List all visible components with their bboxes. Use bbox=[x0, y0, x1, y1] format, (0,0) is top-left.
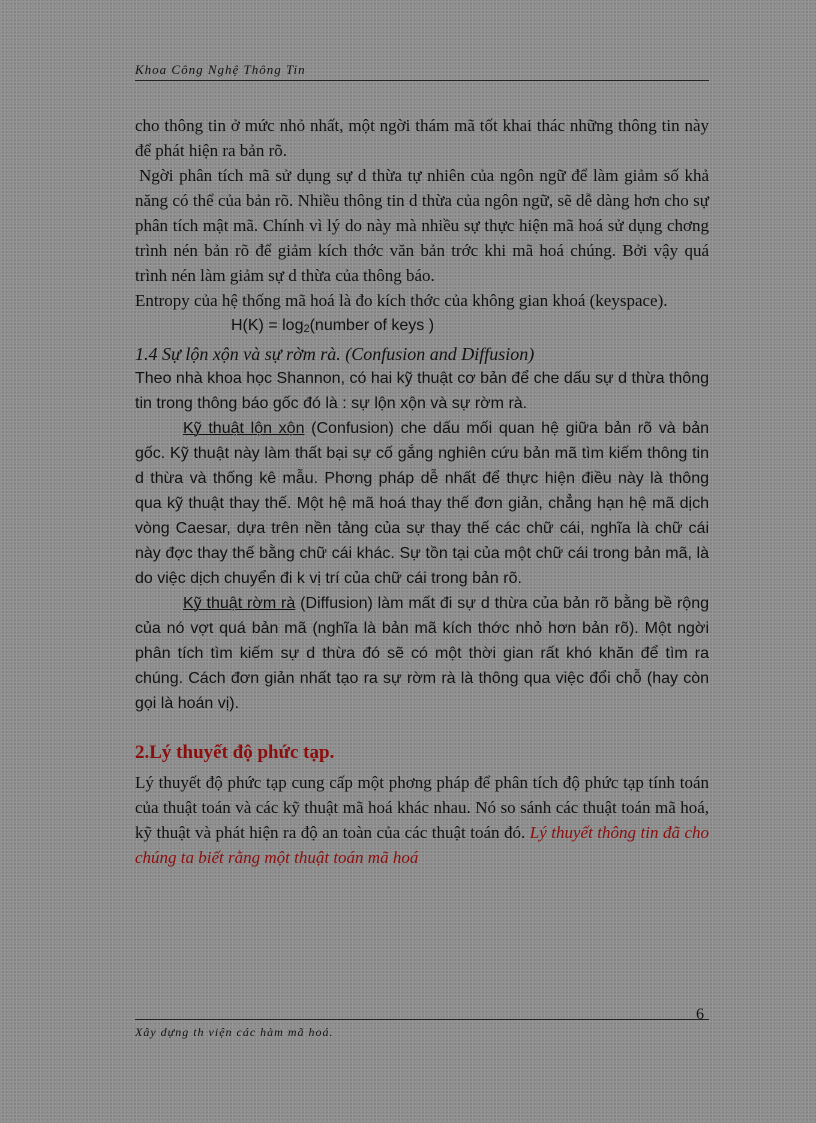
formula-subscript: 2 bbox=[303, 323, 310, 335]
paragraph-6 bbox=[135, 591, 709, 716]
paragraph-2: Ngời phân tích mã sử dụng sự d thừa tự nhiên của ngôn ngữ để làm giảm số khả năng có thể của bản rõ. Nhiều thông tin d thừa của ngôn ngữ, sẽ dễ dàng hơn cho sự phân tích mật mã. Chính vì lý do này mà nhiều sự thực hiện mã hoá sử dụng chơng trình nén bản rõ để giảm kích thớc văn bản trớc khi mã hoá chúng. Bởi vậy quá trình nén làm giảm sự d thừa của thông báo. bbox=[135, 166, 709, 285]
formula-right: (number of keys ) bbox=[309, 317, 435, 334]
document-body bbox=[135, 113, 709, 870]
paragraph-5 bbox=[135, 416, 709, 591]
page-number: 6 bbox=[696, 1006, 704, 1023]
section-title: 2.Lý thuyết độ phức tạp. bbox=[135, 742, 335, 763]
header-divider bbox=[135, 80, 709, 81]
paragraph-5-text: (Confusion) che dấu mối quan hệ giữa bản rõ và bản gốc. Kỹ thuật này làm thất bại sự cố gắng nghiên cứu bản mã tìm kiếm thông tin d thừa và thống kê mẫu. Phơng pháp dễ nhất để thực hiện điều này là thông qua kỹ thuật thay thế. Một hệ mã hoá thay thế đơn giản, chẳng hạn hệ mã dịch vòng Caesar, dựa trên nền tảng của sự thay thế các chữ cái, nghĩa là chữ cái này đợc thay thế bằng chữ cái khác. Sự tồn tại của một chữ cái trong bản mã, là do việc dịch chuyển đi k vị trí của chữ cái trong bản rõ. bbox=[135, 420, 710, 587]
paragraph-7-text: Lý thuyết độ phức tạp cung cấp một phơng pháp để phân tích độ phức tạp tính toán của thuật toán và các kỹ thuật mã hoá khác nhau. Nó so sánh các thuật toán mã hoá, kỹ thuật và phát hiện ra độ an toàn của các thuật toán đó. bbox=[135, 773, 709, 842]
confusion-term: Kỹ thuật lộn xộn bbox=[183, 420, 305, 437]
paragraph-4: Theo nhà khoa học Shannon, có hai kỹ thuật cơ bản để che dấu sự d thừa thông tin trong thông báo gốc đó là : sự lộn xộn và sự rờm rà. bbox=[135, 370, 709, 412]
formula-left: H(K) = log bbox=[231, 317, 304, 334]
paragraph-7 bbox=[135, 770, 709, 870]
paragraph-6-text: (Diffusion) làm mất đi sự d thừa của bản rõ bằng bề rộng của nó vợt quá bản mã (nghĩa là bản mã kích thớc nhỏ hơn bản rõ). Một ngời phân tích tìm kiếm sự d thừa đó sẽ có một thời gian rất khó khăn để tìm ra chúng. Cách đơn giản nhất tạo ra sự rờm rà là thông qua việc đổi chỗ (hay còn gọi là hoán vị). bbox=[135, 595, 710, 712]
diffusion-term: Kỹ thuật rờm rà bbox=[183, 595, 296, 612]
paragraph-1: cho thông tin ở mức nhỏ nhất, một ngời thám mã tốt khai thác những thông tin này để phát hiện ra bản rõ. bbox=[135, 116, 709, 160]
subsection-title: 1.4 Sự lộn xộn và sự rờm rà. (Confusion and Diffusion) bbox=[135, 344, 535, 364]
page-header: Khoa Công Nghệ Thông Tin bbox=[135, 62, 306, 77]
page-footer: Xây dựng th viện các hàm mã hoá. bbox=[135, 1025, 334, 1039]
entropy-formula bbox=[135, 313, 709, 342]
footer-divider bbox=[135, 1019, 709, 1020]
paragraph-3: Entropy của hệ thống mã hoá là đo kích thớc của không gian khoá (keyspace). bbox=[135, 291, 668, 310]
paragraph-7-highlight: Lý thuyết thông tin đã cho chúng ta biết rằng một thuật toán mã hoá bbox=[135, 823, 709, 867]
